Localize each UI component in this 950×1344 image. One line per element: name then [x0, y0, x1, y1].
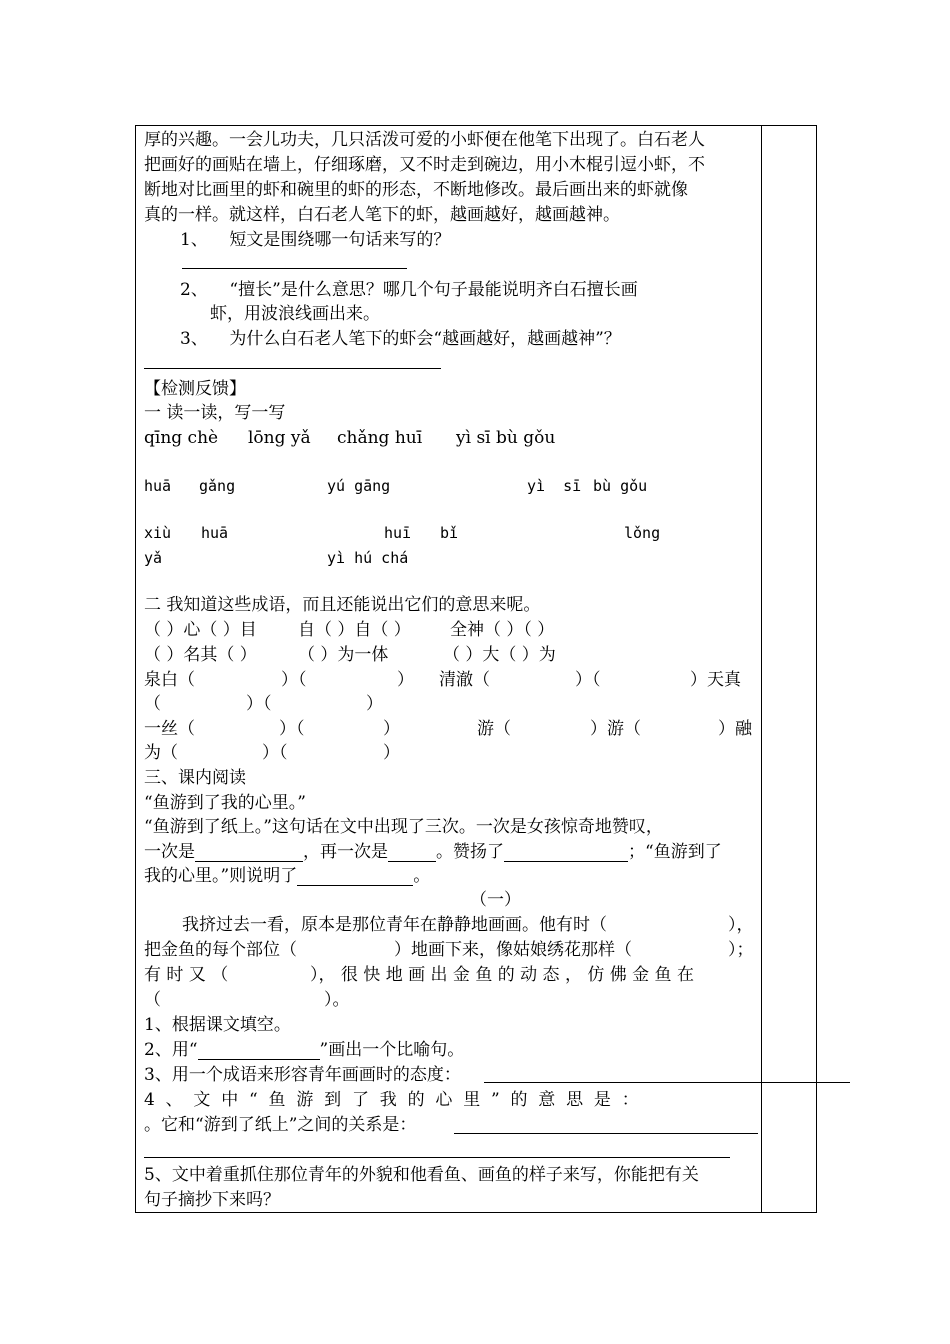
answer-line: [182, 268, 407, 269]
reading-text: 我挤过去一看，原本是那位青年在静静地画画。他有时（: [182, 915, 607, 935]
idiom: （ ）心（ ）目: [144, 620, 257, 640]
quote: “鱼游到了我的心里。”: [144, 793, 306, 813]
answer-line: [144, 368, 441, 369]
pinyin: huā: [201, 524, 229, 542]
idiom: ）（: [575, 670, 601, 690]
idiom: 清澈（: [439, 670, 490, 690]
idiom: ）游（: [590, 719, 641, 739]
text: 。: [413, 866, 431, 886]
pinyin: huā: [144, 477, 172, 495]
part3-text: “鱼游到了纸上。”这句话在文中出现了三次。一次是女孩惊奇地赞叹，: [144, 817, 663, 837]
reading-question-3: 3、用一个成语来形容青年画画时的态度：: [144, 1065, 461, 1085]
feedback-heading: 【检测反馈】: [144, 379, 246, 399]
reading-question-4-cont: 。它和“游到了纸上”之间的关系是：: [144, 1115, 417, 1135]
part1-title: 一 读一读，写一写: [144, 403, 286, 423]
idiom: 一丝（: [144, 719, 195, 739]
passage-line: 真的一样。就这样，白石老人笔下的虾，越画越好，越画越神。: [144, 205, 620, 225]
reading-text: ）；: [728, 940, 754, 960]
reading-text: ）， 很 快 地 画 出 金 鱼 的 动 态 ， 仿 佛 金 鱼 在: [310, 965, 694, 985]
pinyin: lōng yǎ: [248, 428, 311, 448]
pinyin: bǐ: [440, 524, 459, 542]
idiom: （ ）名其（ ）: [144, 645, 257, 665]
part3-text: [144, 842, 722, 862]
idiom: ）（: [279, 719, 305, 739]
pinyin: yǎ: [144, 549, 163, 567]
reading-question-1: 1、根据课文填空。: [144, 1015, 291, 1035]
pinyin: bù gǒu: [593, 477, 648, 495]
pinyin: yì sī bù gǒu: [456, 428, 556, 448]
text: 2、用“: [144, 1040, 198, 1060]
text: 一次是: [144, 842, 195, 862]
idiom: 游（: [477, 719, 511, 739]
passage-line: 厚的兴趣。一会儿功夫，几只活泼可爱的小虾便在他笔下出现了。白石老人: [144, 130, 705, 150]
reading-question-5: 5、文中着重抓住那位青年的外貌和他看鱼、画鱼的样子来写，你能把有关: [144, 1165, 699, 1185]
idiom: ）: [383, 719, 400, 739]
idiom: 全神（ ）（ ）: [450, 620, 555, 640]
idiom: ）: [383, 743, 400, 763]
pinyin: gǎng: [199, 477, 236, 495]
question-2-cont: 虾，用波浪线画出来。: [210, 304, 380, 324]
idiom: ）（: [281, 670, 307, 690]
pinyin: xiù: [144, 524, 172, 542]
blank[interactable]: [198, 1043, 320, 1060]
idiom: ）（: [246, 694, 272, 714]
pinyin: yú gāng: [327, 477, 391, 495]
reading-question-5-cont: 句子摘抄下来吗？: [144, 1190, 280, 1210]
text: ”画出一个比喻句。: [319, 1040, 465, 1060]
blank[interactable]: [388, 845, 436, 862]
blank[interactable]: [195, 845, 303, 862]
part3-text: [144, 866, 430, 886]
reading-text: （: [144, 990, 161, 1010]
pinyin: yì hú chá: [327, 549, 409, 567]
text: ；“鱼游到了: [628, 842, 722, 862]
idiom: ）: [397, 670, 414, 690]
reading-question-2: [144, 1040, 464, 1060]
reading-text: 有 时 又 （: [144, 965, 229, 985]
pinyin: qīng chè: [144, 428, 219, 448]
reading-text: ）地画下来，像姑娘绣花那样（: [394, 940, 632, 960]
table-column-divider: [761, 125, 762, 1213]
reading-text: ），: [728, 915, 754, 935]
passage-line: 断地对比画里的虾和碗里的虾的形态，不断地修改。最后画出来的虾就像: [144, 180, 688, 200]
answer-line: [454, 1133, 758, 1134]
idiom: 自（ ）自（ ）: [298, 620, 411, 640]
question-2: 2、 “擅长”是什么意思？哪几个句子最能说明齐白石擅长画: [180, 280, 638, 300]
passage-line: 把画好的画贴在墙上，仔细琢磨，又不时走到碗边，用小木棍引逗小虾，不: [144, 155, 705, 175]
blank[interactable]: [297, 869, 413, 886]
idiom: ）天真: [690, 670, 741, 690]
idiom: （ ）为一体: [298, 645, 389, 665]
idiom: （ ）大（ ）为: [443, 645, 556, 665]
pinyin: huī: [384, 524, 412, 542]
pinyin: chǎng huī: [337, 428, 423, 448]
pinyin: yì sī: [527, 477, 582, 495]
reading-text: ）。: [324, 990, 350, 1010]
blank[interactable]: [504, 845, 628, 862]
reading-title: （一）: [470, 890, 521, 910]
text: ，再一次是: [303, 842, 388, 862]
part2-title: 二 我知道这些成语，而且还能说出它们的意思来呢。: [144, 595, 541, 615]
reading-text: 把金鱼的每个部位（: [144, 940, 297, 960]
idiom: （: [144, 694, 161, 714]
part3-title: 三、课内阅读: [144, 768, 246, 788]
idiom: ）（: [262, 743, 288, 763]
answer-line: [484, 1082, 850, 1083]
text: 我的心里。”则说明了: [144, 866, 298, 886]
question-3: 3、 为什么白石老人笔下的虾会“越画越好，越画越神”？: [180, 329, 621, 349]
idiom: ）: [366, 694, 383, 714]
idiom: 泉白（: [144, 670, 195, 690]
idiom: ）融: [718, 719, 752, 739]
answer-line: [144, 1157, 730, 1158]
pinyin: lǒng: [624, 524, 661, 542]
question-1: 1、 短文是围绕哪一句话来写的？: [180, 230, 451, 250]
text: 。赞扬了: [436, 842, 504, 862]
reading-question-4: 4 、 文 中 “ 鱼 游 到 了 我 的 心 里 ” 的 意 思 是 ：: [144, 1090, 639, 1110]
idiom: 为（: [144, 743, 178, 763]
